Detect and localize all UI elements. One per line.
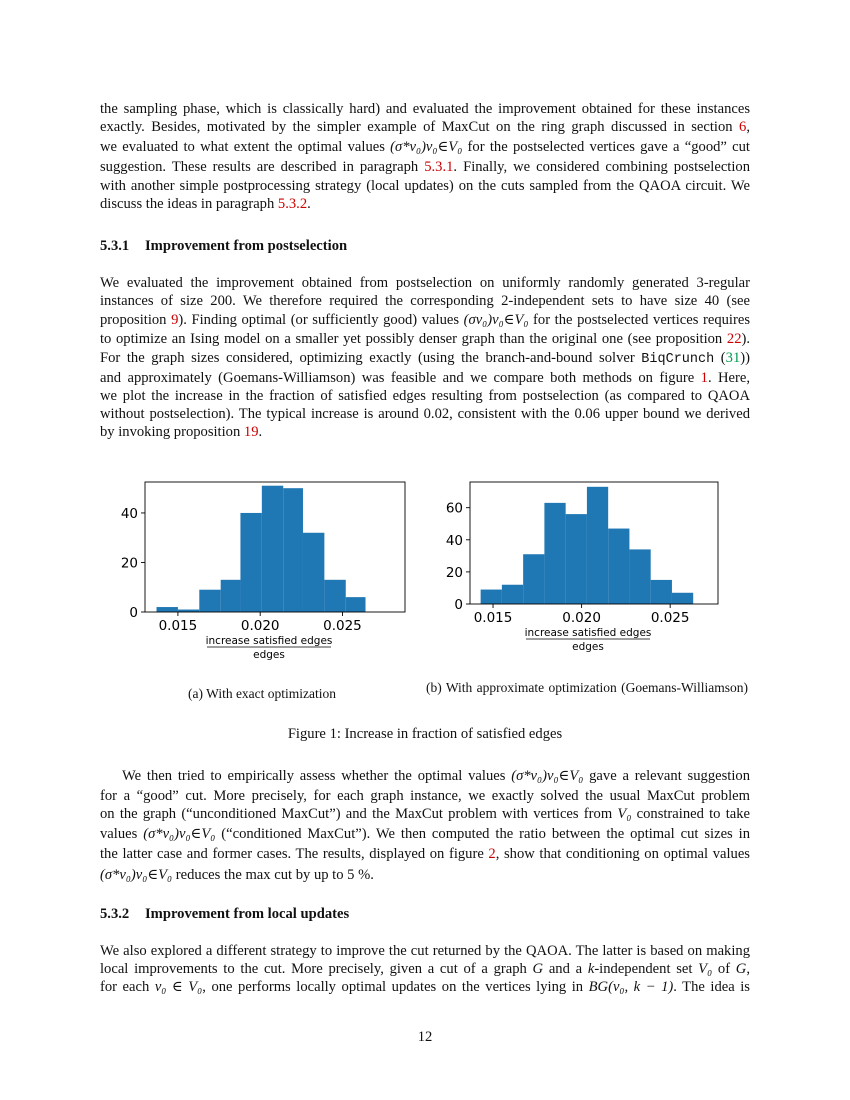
solver-name: BiqCrunch (641, 351, 715, 367)
page-number: 12 (417, 1029, 433, 1045)
text: the sampling phase, which is classically hard) and evaluated the improvement obtained for these instances (100, 101, 750, 117)
text: discuss the ideas in paragraph (100, 195, 278, 212)
text: to optimize an Ising model on a smaller yet possibly denser graph than the original one (see proposition (100, 331, 727, 348)
chart-svg (100, 470, 420, 670)
histogram-exact (100, 470, 420, 670)
text: we evaluated to what extent the optimal values (100, 139, 391, 156)
text-line (100, 158, 750, 176)
x-tick-label: 0.025 (650, 610, 690, 626)
text: with another simple postprocessing strategy (local updates) on the cuts sampled from the QAOA circuit. We (100, 177, 750, 194)
histogram-bar (566, 514, 587, 604)
text-line (100, 765, 750, 787)
text: )) (740, 349, 750, 366)
text: ). Finding optimal (or sufficiently good) values (178, 312, 464, 329)
text: . The idea is (673, 979, 750, 996)
text-line (100, 978, 750, 996)
text: gave a relevant suggestion (583, 768, 750, 784)
text-line (100, 823, 750, 845)
text: and approximately (Goemans-Williamson) was feasible and we compare both methods on figure (100, 369, 701, 386)
x-tick-label: 0.025 (323, 618, 362, 634)
math-v0: V₀ (698, 961, 713, 978)
section-heading (100, 906, 349, 923)
y-tick-label: 20 (120, 555, 138, 572)
math-ball: BG(v₀, k − 1) (588, 979, 674, 996)
text: instances of size 200. We therefore required the corresponding 2-independent sets to have size 40 (see (100, 293, 750, 310)
text-line (100, 423, 750, 441)
math-formula: (σv₀)v₀∈V₀ (463, 312, 529, 329)
text-line (100, 942, 750, 960)
x-tick-label: 0.020 (562, 610, 601, 626)
text: of (712, 961, 736, 978)
text: exactly. Besides, motivated by the simpler example of MaxCut on the ring graph discussed in section (100, 119, 740, 136)
text-line (100, 292, 750, 310)
text-line (100, 960, 750, 978)
text-line (100, 349, 750, 369)
math-sigma-star-values (143, 826, 215, 842)
text: for the postselected vertices requires (528, 312, 750, 329)
subcaption-a: (a) With exact optimization (188, 686, 337, 701)
text: -independent set (594, 961, 699, 978)
histogram-bar (587, 487, 608, 604)
text-line (100, 195, 750, 213)
text: (“conditioned MaxCut”). We then computed the ratio between the optimal cut sizes in (215, 826, 751, 843)
x-tick-label: 0.020 (240, 618, 280, 634)
text: on the graph (“unconditioned MaxCut”) and the MaxCut problem with vertices from (100, 806, 618, 823)
text: local improvements to the cut. More precisely, given a cut of a graph (100, 961, 533, 978)
paragraph-postselection (100, 274, 750, 442)
text: We evaluated the improvement obtained from postselection on uniformly randomly generated 3-regular (100, 275, 750, 291)
text: we plot the increase in the fraction of satisfied edges resulting from postselection (as compared to QAOA (100, 388, 750, 405)
x-axis-label-denominator: edges (253, 649, 285, 661)
text: We also explored a different strategy to improve the cut returned by the QAOA. The latter is based on making (100, 943, 750, 959)
histogram-bar (221, 580, 241, 612)
section-number: 5.3.1 (100, 238, 130, 254)
text-line (100, 330, 750, 348)
text: for the postselected vertices gave a “good” cut (462, 139, 750, 156)
text: without postselection). The typical increase is around 0.02, consistent with the 0.06 upper bound we derived (100, 406, 750, 423)
text: the latter case and former cases. The results, displayed on figure (100, 846, 489, 863)
text: . Finally, we considered combining postselection (453, 159, 750, 176)
text-line (100, 310, 750, 330)
math-graph: G (735, 961, 747, 978)
math-sigma-values (464, 312, 529, 328)
math-sigma-star-values (390, 139, 462, 155)
y-tick-label: 0 (454, 597, 463, 613)
histogram-bar (346, 597, 366, 612)
text-line (100, 387, 750, 405)
text-line (100, 177, 750, 195)
y-tick-label: 0 (129, 605, 138, 621)
paragraph-intro (100, 100, 750, 213)
text-line (100, 864, 750, 886)
subcaption-b (426, 680, 748, 696)
text: . Here, (707, 369, 750, 386)
histogram-bar (303, 533, 324, 612)
histogram-bar (262, 486, 283, 612)
math-v0-in-V0: v₀ ∈ V₀ (154, 979, 203, 996)
math-formula: (σ*v₀)v₀∈V₀ (390, 139, 463, 156)
text: for a “good” cut. More precisely, for each graph instance, we exactly solved the usual MaxCut problem (100, 788, 750, 804)
text: constrained to take (631, 806, 751, 823)
histogram-approximate (420, 470, 740, 670)
text: For the graph sizes considered, optimizing exactly (using the branch-and-bound solver (100, 349, 642, 366)
math-sigma-star-values (100, 867, 172, 883)
subcaption-text: (b) With approximate optimization (Goemans-Williamson) (426, 680, 748, 695)
math-v0: V₀ (617, 806, 632, 823)
figure-link[interactable]: 1 (700, 369, 708, 386)
text: . (258, 424, 263, 441)
math-graph: G (532, 961, 544, 978)
math-formula: (σ*v₀)v₀∈V₀ (100, 866, 173, 883)
histogram-bar (283, 488, 303, 612)
x-tick-label: 0.015 (158, 618, 198, 634)
paragraph-link[interactable]: 5.3.2 (277, 195, 308, 212)
x-axis-label-denominator: edges (572, 641, 604, 653)
proposition-link[interactable]: 19 (243, 424, 259, 441)
proposition-link[interactable]: 9 (171, 312, 179, 329)
y-tick-label: 60 (445, 500, 463, 517)
histogram-bar (651, 580, 672, 604)
text: . (307, 195, 311, 212)
text-line (100, 805, 750, 823)
proposition-link[interactable]: 22 (726, 331, 742, 348)
figure-caption: Figure 1: Increase in fraction of satisfied edges (287, 726, 563, 742)
text-line (100, 100, 750, 118)
text-line (100, 369, 750, 387)
math-k: k (587, 961, 595, 978)
text: , (746, 119, 750, 136)
y-tick-label: 40 (445, 532, 463, 549)
text: , (746, 961, 750, 978)
y-tick-label: 40 (120, 505, 138, 522)
histogram-bar (199, 590, 220, 612)
text: for each (100, 979, 155, 996)
x-axis-label-numerator: increase satisfied edges (205, 635, 333, 647)
text: ). (741, 331, 750, 348)
histogram-bar (502, 585, 523, 604)
histogram-bar (672, 593, 693, 604)
histogram-bar (523, 554, 544, 604)
math-sigma-star-values (511, 768, 583, 784)
text: , show that conditioning on optimal values (495, 846, 750, 863)
histogram-bar (240, 513, 261, 612)
text-line (100, 845, 750, 863)
histogram-bar (544, 503, 565, 604)
text: We then tried to empirically assess whether the optimal values (122, 768, 512, 784)
figure-link[interactable]: 2 (488, 846, 496, 863)
histogram-bar (629, 549, 650, 604)
text-line (100, 118, 750, 136)
paragraph-link[interactable]: 5.3.1 (424, 159, 454, 176)
text-line (100, 274, 750, 292)
paragraph-local-updates (100, 942, 750, 997)
section-heading (100, 238, 347, 255)
text-line (100, 787, 750, 805)
text: values (100, 826, 144, 843)
text: suggestion. These results are described in paragraph (100, 159, 425, 176)
y-tick-label: 20 (445, 564, 463, 581)
math-formula: (σ*v₀)v₀∈V₀ (143, 826, 216, 843)
text: by invoking proposition (100, 424, 244, 441)
text: , one performs locally optimal updates on the vertices lying in (202, 979, 589, 996)
section-link[interactable]: 6 (739, 119, 747, 136)
text: ( (714, 349, 726, 366)
paragraph-conditioning (100, 765, 750, 886)
histogram-bar (481, 590, 502, 604)
section-title: Improvement from postselection (145, 238, 348, 254)
histogram-bar (324, 580, 345, 612)
text: proposition (100, 312, 172, 329)
histogram-bar (608, 529, 629, 604)
section-title: Improvement from local updates (145, 906, 350, 922)
text-line (100, 405, 750, 423)
chart-svg (420, 470, 740, 670)
text: and a (543, 961, 588, 978)
citation-link[interactable]: 31 (725, 349, 741, 366)
x-tick-label: 0.015 (473, 610, 513, 626)
math-formula: (σ*v₀)v₀∈V₀ (511, 768, 584, 784)
histogram-bar (157, 607, 178, 612)
section-number: 5.3.2 (100, 906, 130, 922)
text-line (100, 136, 750, 158)
text: reduces the max cut by up to 5 %. (172, 866, 374, 883)
x-axis-label-numerator: increase satisfied edges (524, 627, 652, 639)
